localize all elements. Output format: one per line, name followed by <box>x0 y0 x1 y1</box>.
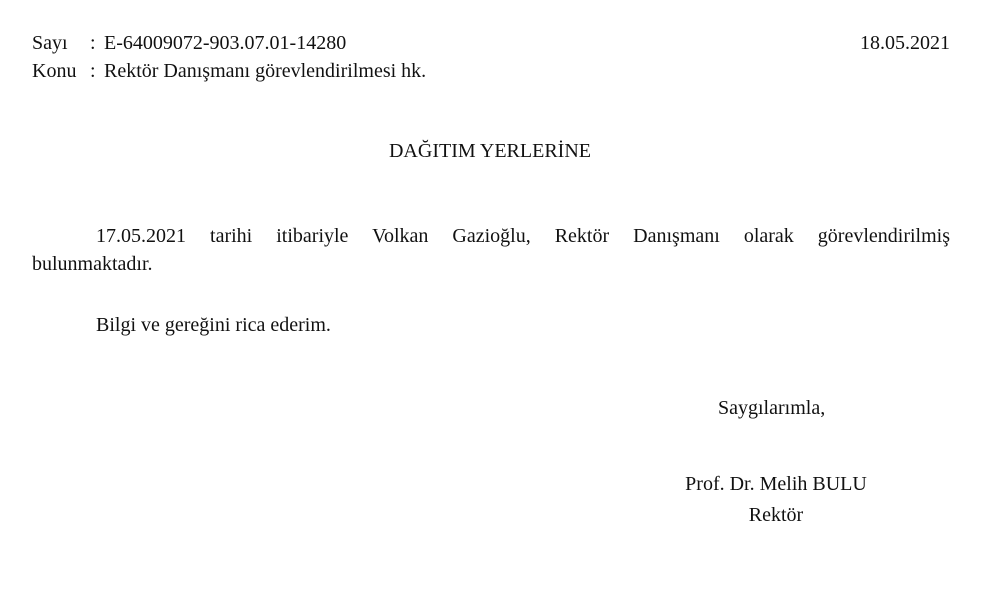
sayi-value: E-64009072-903.07.01-14280 <box>104 32 347 54</box>
konu-label: Konu <box>32 60 77 82</box>
konu-line <box>32 59 426 83</box>
sayi-label: Sayı <box>32 32 68 54</box>
sayi-line <box>32 31 346 55</box>
recipient-heading: DAĞITIM YERLERİNE <box>388 140 591 162</box>
konu-value: Rektör Danışmanı görevlendirilmesi hk. <box>104 60 427 82</box>
sayi-colon: : <box>90 32 96 54</box>
letter-date: 18.05.2021 <box>860 32 950 54</box>
salutation: Saygılarımla, <box>718 397 826 419</box>
paragraph1-line2: bulunmaktadır. <box>32 253 153 275</box>
paragraph1-line1: 17.05.2021 tarihi itibariyle Volkan Gazioğlu, Rektör Danışmanı olarak görevlendirilmiş <box>96 225 950 247</box>
konu-colon: : <box>90 60 96 82</box>
signer-name: Prof. Dr. Melih BULU <box>685 473 867 495</box>
signer-title: Rektör <box>748 504 804 526</box>
paragraph2: Bilgi ve gereğini rica ederim. <box>96 314 331 336</box>
